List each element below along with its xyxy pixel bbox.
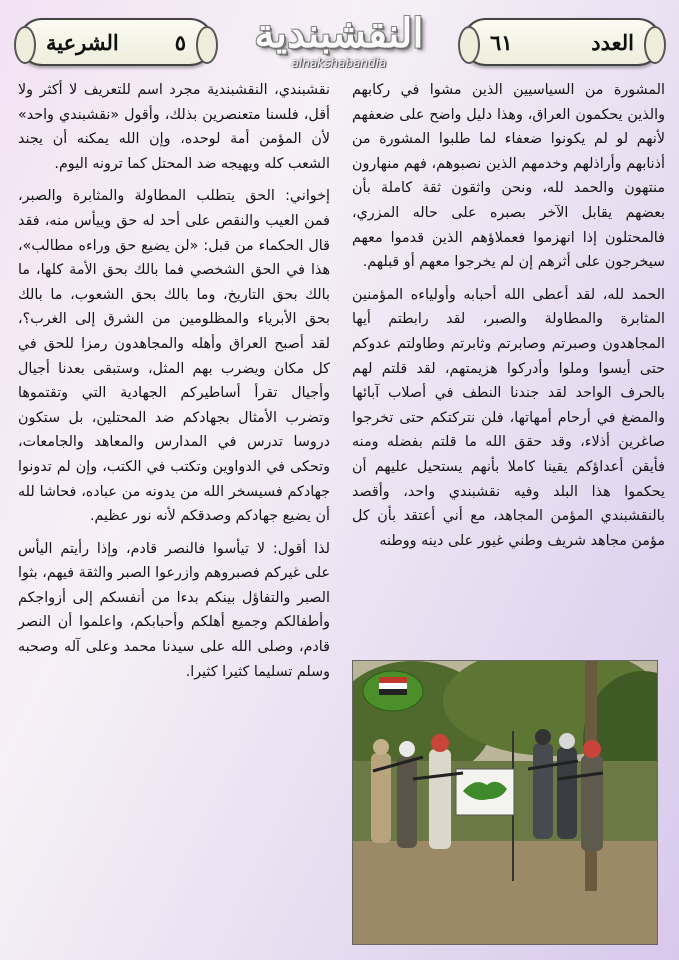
logo-title: النقشبندية xyxy=(254,10,424,57)
paragraph: إخواني: الحق يتطلب المطاولة والمثابرة والصبر، فمن العيب والنقص على أحد له حق وييأس منه، فقد قال الحكماء من قبل: «لن يضيع حق وراءه مطالب»، هذا في الحق الشخصي فما بالك بحق الأمة كلها، ما بالك بحق التاريخ، وما بالك بحق الشعوب، ما بالك بحق الأبرياء والمظلومين من الشرق إلى الغرب؟، لقد أصبح العراق وأهله والمجاهدون رمزا للحق في كل مكان ويضرب بهم المثل، وستبقى بعدنا أجيال وأجيال تقرأ أساطيركم الجهادية التي وتقتموها وتضرب الأمثال بجهادكم ضد المحتلين، بل ستكون دروسا تدرس في المدارس والمعاهد والجامعات، وتحكى في الدواوين وتكتب في الكتب، وإن لم تدونوا جهادكم فسيسخر الله من يدونه من عباده، فحاشا لله أن يضيع جهادكم وصدقكم لأنه نور عظيم. xyxy=(18,188,330,525)
section-banner xyxy=(18,18,214,66)
page-number: ٥ xyxy=(174,29,186,55)
photo-illustration xyxy=(353,661,658,945)
paragraph: لذا أقول: لا تيأسوا فالنصر قادم، وإذا رأيتم اليأس على غيركم فصبروهم وازرعوا الصبر والثقة فيهم، بثوا الصبر والتفاؤل بينكم بدءا من أنفسكم إلى أزواجكم وأطفالكم وجميع أهلكم وأحبابكم، واعلموا أن النصر قادم، وصلى الله على سيدنا محمد وعلى آله وصحبه وسلم تسليما كثيرا كثيرا. xyxy=(18,540,330,680)
article-column-left xyxy=(18,78,330,692)
paragraph: الحمد لله، لقد أعطى الله أحبابه وأولياءه المؤمنين المثابرة والمطاولة والصبر، لقد رابطتم أيها المجاهدون وصبرتم وصابرتم وثابرتم وطاولتم عدوكم حتى أيسوا وملوا وأدركوا هزيمتهم، لقد قلتم لهم بالحرف الواحد لقد جندنا النطف في أصلاب آبائها والمضغ في أرحام أمهاتها، فلن نتركتكم حتى تخرجوا صاغرين أذلاء، وقد حقق الله ما قلتم بفضله ومنه فأيقن أعداؤكم يقينا كاملا بأنهم يستحيل عليهم أن يحكموا هذا البلد وفيه نقشبندي واحد، وأقصد بالنقشبندي المؤمن المجاهد، مع أني أعتقد بأن كل مؤمن مجاهد شريف وطني غيور على دينه ووطنه xyxy=(352,286,665,549)
logo-site: alnakshabandia xyxy=(291,56,387,70)
article-photo xyxy=(352,660,658,945)
section-title: الشرعية xyxy=(46,29,119,55)
paragraph: المشورة من السياسيين الذين مشوا في ركابهم والذين يحكمون العراق، وهذا دليل واضح على ضعفهم لأنهم لو لم يكونوا ضعفاء لما طلبوا المشورة من أذنابهم وأراذلهم وخدمهم الذين نصبوهم، فهم منهارون منتهون والحمد لله، ونحن واثقون ثقة كاملة بأن بعضهم يقابل الآخر بصبره على حاله المزري، فالمحتلون إذا انهزموا فعملاؤهم الذين قدموا معهم سيخرجون على أثرهم إن لم يخرجوا معهم أو قبلهم. xyxy=(352,82,665,271)
flag-stripe-white xyxy=(379,683,407,689)
page-header xyxy=(0,0,679,90)
issue-label: العدد xyxy=(591,29,634,55)
article-column-right xyxy=(352,78,665,561)
issue-number: ٦١ xyxy=(490,29,513,55)
paragraph: نقشبندي، النقشبندية مجرد اسم للتعريف لا أكثر ولا أقل، فلسنا متعنصرين بذلك، وأقول «نقشبندي واحد» لأن المؤمن أمة لوحده، وإن الله يمكنه أن يجند الشعب كله ويهيجه ضد المحتل كما ترونه اليوم. xyxy=(18,82,330,172)
issue-banner xyxy=(462,18,662,66)
flag-stripe-black xyxy=(379,689,407,695)
magazine-logo xyxy=(232,8,446,78)
flag-stripe-red xyxy=(379,677,407,683)
ground xyxy=(353,841,658,945)
